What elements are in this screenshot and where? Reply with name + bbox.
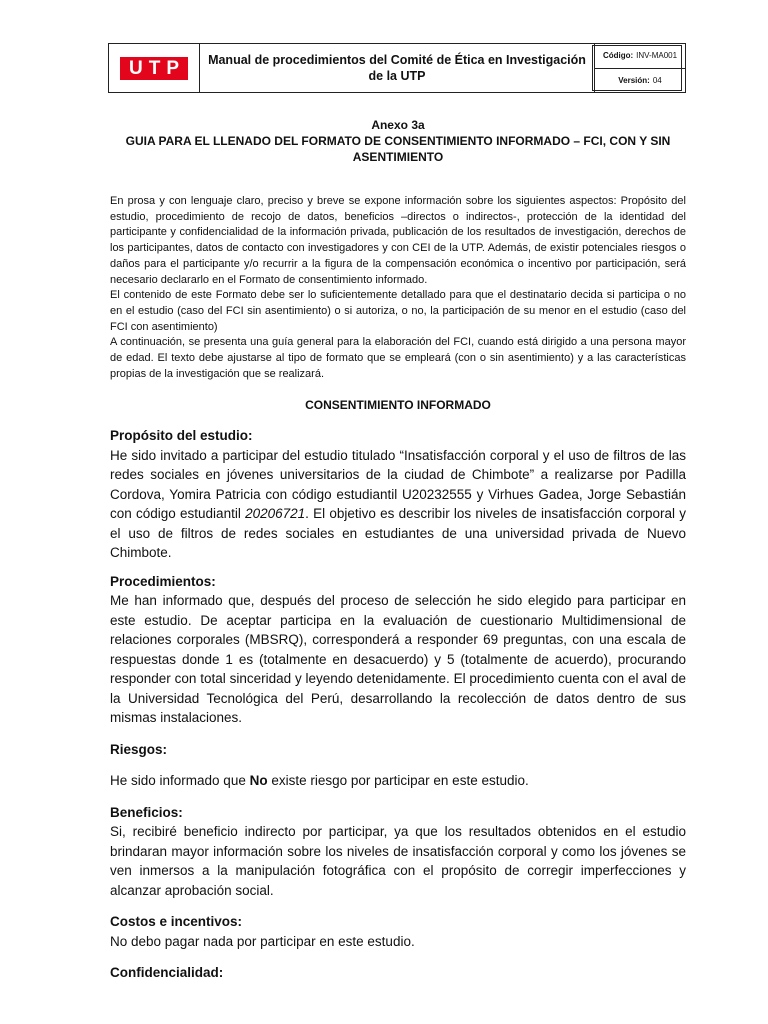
manual-title: Manual de procedimientos del Comité de Ética en Investigación de la UTP (200, 44, 595, 92)
code-row (595, 44, 685, 69)
logo-letter-t: T (148, 57, 161, 79)
riesgos-text-b: existe riesgo por participar en este estudio. (267, 773, 529, 788)
proposito-text (110, 446, 686, 563)
beneficios-text: Si, recibiré beneficio indirecto por participar, ya que los resultados obtenidos en el estudio brindaran mayor información sobre los niveles de insatisfacción corporal y como los jóvenes se ven inmersos a la manipulación fotográfica con el propósito de corregir imperfecciones y alcanzar aprobación social. (110, 824, 686, 898)
riesgos-text-a: He sido informado que (110, 773, 250, 788)
intro-paragraph-1: En prosa y con lenguaje claro, preciso y breve se expone información sobre los siguientes aspectos: Propósito del estudio, procedimiento de recojo de datos, beneficios –directos o indirectos-, protección de la identidad del participante y confidencialidad de la información privada, publicación de los resultados de investigación, derechos de los participantes, datos de contacto con investigadores y con CEI de la UTP. Además, de existir potenciales riesgos o daños para el participante y/o recurrir a la figura de la compensación económica o incentivo por participación, será necesario declararlo en el Formato de consentimiento informado. (110, 195, 686, 286)
riesgos-heading: Riesgos: (110, 741, 168, 757)
logo-cell (109, 44, 200, 92)
annex-title: GUIA PARA EL LLENADO DEL FORMATO DE CONSENTIMIENTO INFORMADO – FCI, CON Y SIN ASENTIMIENTO (125, 134, 671, 164)
proposito-heading: Propósito del estudio: (110, 428, 253, 443)
document-header (108, 43, 686, 93)
section-title: CONSENTIMIENTO INFORMADO (305, 398, 491, 412)
version-value: 04 (652, 75, 662, 85)
logo-letter-p: P (166, 57, 180, 79)
annex-heading (110, 117, 686, 165)
code-cell (595, 44, 685, 92)
code-label: Código: (602, 51, 634, 61)
version-row (595, 69, 685, 93)
proposito-text-b: . El objetivo es describir los niveles de insatisfacción corporal y el uso de filtros de redes sociales en estudiantes de una universidad privada de Nuevo Chimbote. (110, 506, 686, 560)
proposito-text-a: He sido invitado a participar del estudio titulado “Insatisfacción corporal y el uso de filtros de las redes sociales en jóvenes universitarios de la ciudad de Chimbote” a realizarse por Padilla Cordova, Yomira Patricia con código estudiantil U20232555 y Virhues Gadea, Jorge Sebastián con código estudiantil (110, 447, 686, 521)
procedimientos-text: Me han informado que, después del proceso de selección he sido elegido para participar en este estudio. De aceptar participa en la evaluación de cuestionario Multidimensional de relaciones corporales (MBSRQ), corresponderá a responder 69 preguntas, con una escala de respuestas donde 1 es (totalmente en desacuerdo) y 5 (totalmente de acuerdo), procurando responder con total sinceridad y leyendo detenidamente. El procedimiento cuenta con el aval de la Universidad Tecnológica del Perú, desarrollando la recolección de datos dentro de sus mismas instalaciones. (110, 593, 686, 725)
riesgos-no: No (249, 773, 268, 788)
costos-text: No debo pagar nada por participar en este estudio. (110, 933, 415, 949)
proposito-code: 20206721 (245, 506, 306, 521)
intro-text (110, 194, 686, 382)
beneficios-heading: Beneficios: (110, 804, 183, 820)
consent-body (110, 426, 686, 983)
logo-letter-u: U (128, 57, 143, 79)
intro-paragraph-3: A continuación, se presenta una guía general para la elaboración del FCI, cuando está dirigido a una persona mayor de edad. El texto debe ajustarse al tipo de formato que se empleará (con o sin asentimiento) y a las características propias de la investigación que se realizará. (110, 336, 686, 380)
costos-heading: Costos e incentivos: (110, 914, 243, 929)
utp-logo (120, 57, 188, 80)
code-value: INV-MA001 (636, 51, 678, 61)
intro-paragraph-2: El contenido de este Formato debe ser lo suficientemente detallado para que el destinatario decida si participa o no en el estudio (caso del FCI sin asentimiento) o si autoriza, o no, la participación de su menor en el estudio (caso del FCI con asentimiento) (110, 289, 686, 333)
annex-number: Anexo 3a (371, 118, 425, 132)
riesgos-text (110, 771, 686, 791)
version-label: Versión: (618, 75, 650, 85)
confidencialidad-heading: Confidencialidad: (110, 965, 224, 980)
procedimientos-heading: Procedimientos: (110, 573, 216, 589)
